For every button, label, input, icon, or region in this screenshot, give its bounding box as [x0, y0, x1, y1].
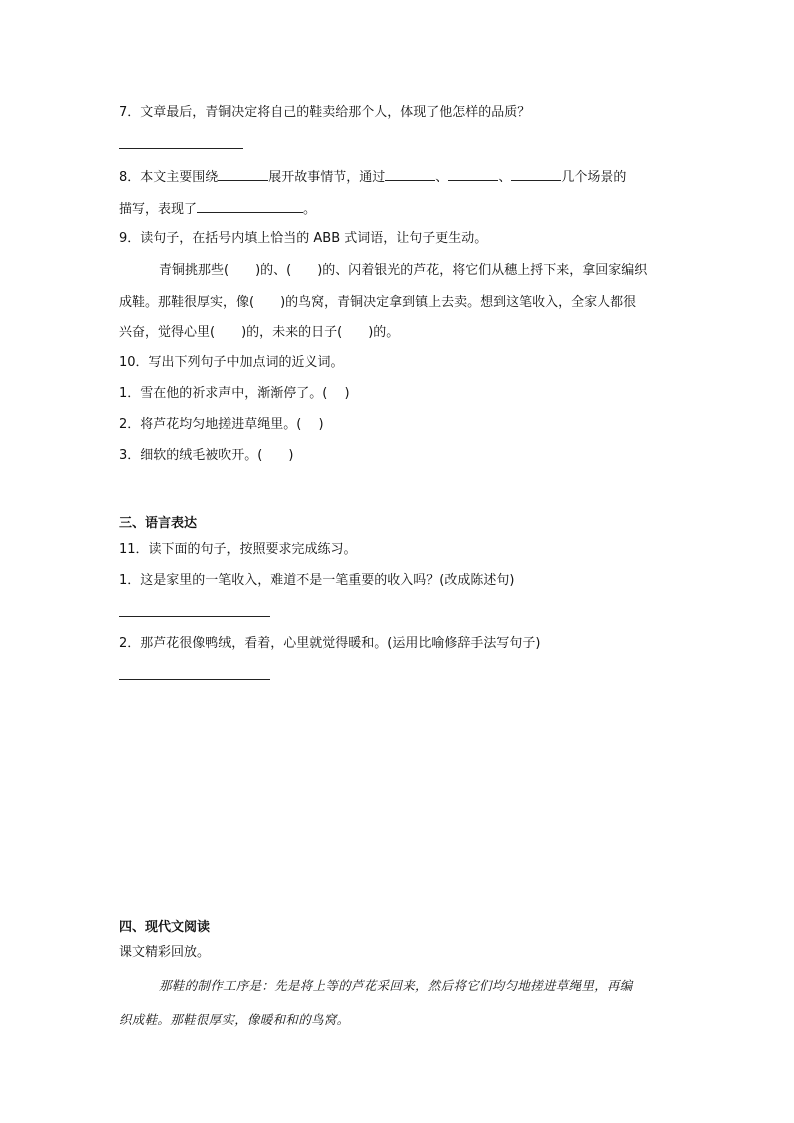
q8-text-2: 展开故事情节，通过 — [268, 170, 386, 185]
question-11-item-2: 2．那芦花很像鸭绒，看着，心里就觉得暖和。(运用比喻修辞手法写句子) — [119, 636, 541, 651]
answer-line-q11-1[interactable] — [119, 616, 270, 617]
question-11-prompt: 11．读下面的句子，按照要求完成练习。 — [119, 542, 357, 557]
question-10-item-3: 3．细软的绒毛被吹开。( ) — [119, 448, 294, 463]
reading-passage-line-1: 那鞋的制作工序是：先是将上等的芦花采回来，然后将它们均匀地搓进草绳里，再编 — [159, 978, 633, 993]
question-7: 7．文章最后，青铜决定将自己的鞋卖给那个人，体现了他怎样的品质？ — [119, 105, 531, 120]
q8-text-5: 几个场景的 — [561, 170, 627, 185]
question-10-item-1: 1．雪在他的祈求声中，渐渐停了。( ) — [119, 386, 350, 401]
question-9-sentence-line-2: 成鞋。那鞋很厚实，像( )的鸟窝，青铜决定拿到镇上去卖。想到这笔收入，全家人都很 — [119, 295, 637, 310]
q8-text-1: 8．本文主要围绕 — [119, 170, 219, 185]
question-9-prompt: 9．读句子，在括号内填上恰当的 ABB 式词语，让句子更生动。 — [119, 231, 488, 246]
question-8-line-1 — [119, 166, 626, 187]
q8-text-7: 。 — [303, 202, 317, 217]
q8-text-3: 、 — [435, 170, 449, 185]
reading-passage-line-2: 织成鞋。那鞋很厚实，像暖和和的鸟窝。 — [119, 1012, 350, 1027]
question-8-line-2 — [119, 198, 316, 219]
q8-blank-4[interactable] — [511, 166, 561, 181]
question-9-sentence-line-1: 青铜挑那些( )的、( )的、闪着银光的芦花，将它们从穗上捋下来，拿回家编织 — [159, 263, 648, 278]
q8-blank-5[interactable] — [197, 198, 303, 213]
section-3-heading: 三、语言表达 — [119, 516, 198, 531]
q8-blank-2[interactable] — [385, 166, 435, 181]
q8-blank-3[interactable] — [448, 166, 498, 181]
question-10-item-2: 2．将芦花均匀地搓进草绳里。( ) — [119, 417, 324, 432]
section-4-heading: 四、现代文阅读 — [119, 920, 211, 935]
answer-line-q7[interactable] — [119, 148, 243, 149]
answer-line-q11-2[interactable] — [119, 679, 270, 680]
q8-blank-1[interactable] — [218, 166, 268, 181]
section-4-intro: 课文精彩回放。 — [119, 945, 211, 960]
q8-text-6: 描写，表现了 — [119, 202, 198, 217]
q8-text-4: 、 — [498, 170, 512, 185]
question-9-sentence-line-3: 兴奋，觉得心里( )的，未来的日子( )的。 — [119, 325, 400, 340]
question-10-prompt: 10．写出下列句子中加点词的近义词。 — [119, 355, 344, 370]
question-11-item-1: 1．这是家里的一笔收入，难道不是一笔重要的收入吗？(改成陈述句) — [119, 573, 515, 588]
